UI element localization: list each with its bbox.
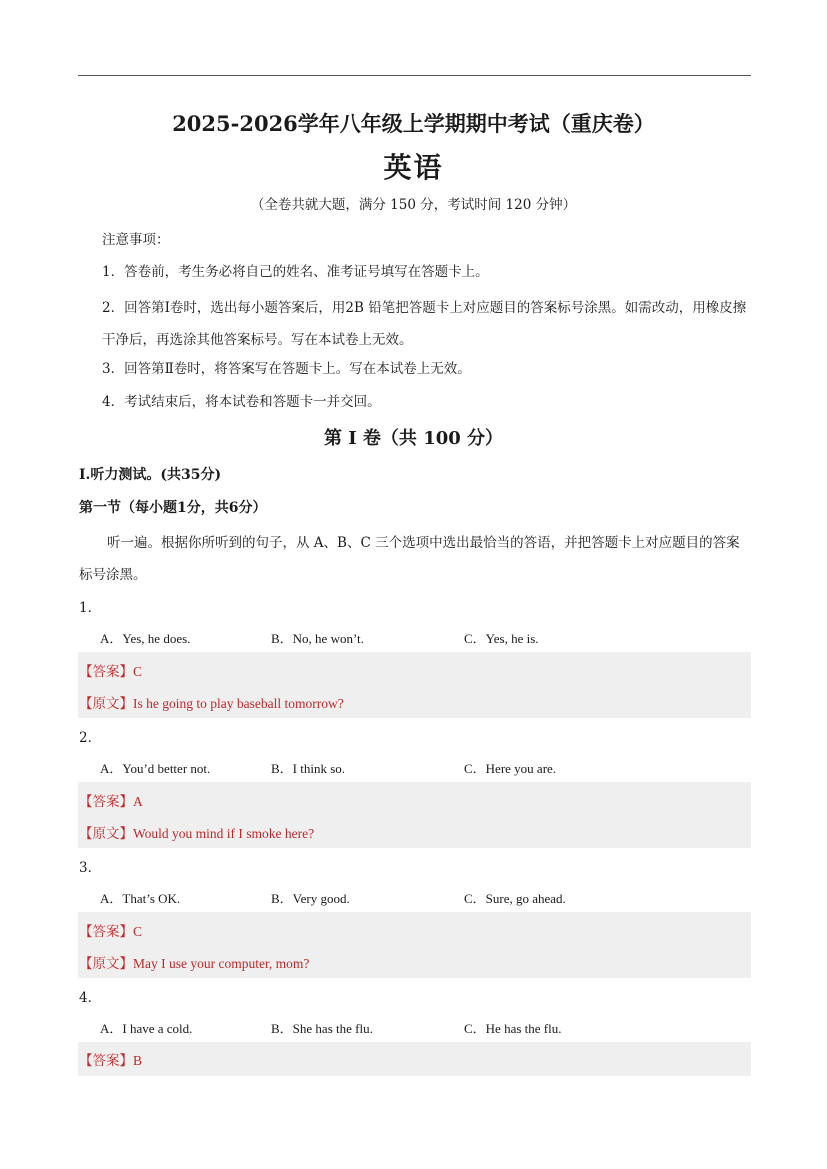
original-text: May I use your computer, mom? bbox=[133, 956, 310, 971]
exam-info: （全卷共就大题，满分 150 分，考试时间 120 分钟） bbox=[250, 197, 577, 213]
answer-label: 【答案】 bbox=[79, 924, 133, 940]
original-text: Would you mind if I smoke here? bbox=[133, 826, 315, 841]
option-a: A．You’d better not. bbox=[100, 761, 211, 776]
notes-heading: 注意事项： bbox=[102, 232, 170, 248]
subject-title: 英语 bbox=[383, 151, 444, 184]
answer-value: C bbox=[133, 664, 143, 679]
answer-label: 【答案】 bbox=[79, 664, 133, 680]
answer-line bbox=[79, 790, 143, 810]
original-label: 【原文】 bbox=[79, 826, 133, 842]
answer-value: C bbox=[133, 924, 143, 939]
subsection-heading: 第一节（每小题1分，共6分） bbox=[79, 500, 267, 516]
note-item: 3．回答第Ⅱ卷时，将答案写在答题卡上。写在本试卷上无效。 bbox=[102, 361, 471, 377]
header-rule bbox=[78, 75, 751, 76]
option-b: B．Very good. bbox=[271, 891, 350, 906]
original-line bbox=[79, 952, 309, 972]
original-line bbox=[79, 822, 314, 842]
answer-line bbox=[79, 920, 142, 940]
question-number: 1． bbox=[79, 600, 102, 616]
original-label: 【原文】 bbox=[79, 696, 133, 712]
answer-label: 【答案】 bbox=[79, 1053, 133, 1069]
section-heading: I.听力测试。(共35分) bbox=[79, 467, 222, 483]
option-c: C．Here you are. bbox=[464, 761, 557, 776]
option-c: C．Yes, he is. bbox=[464, 631, 539, 646]
answer-box bbox=[78, 1042, 751, 1076]
answer-value: B bbox=[133, 1053, 143, 1068]
option-b: B．She has the flu. bbox=[271, 1021, 373, 1036]
original-line bbox=[79, 692, 344, 712]
answer-value: A bbox=[133, 794, 143, 809]
original-text: Is he going to play baseball tomorrow? bbox=[133, 696, 344, 711]
option-a: A．That’s OK. bbox=[100, 891, 181, 906]
option-b: B．No, he won’t. bbox=[271, 631, 364, 646]
answer-label: 【答案】 bbox=[79, 794, 133, 810]
option-a: A．I have a cold. bbox=[100, 1021, 193, 1036]
question-number: 2． bbox=[79, 730, 102, 746]
part-heading: 第 I 卷（共 100 分） bbox=[323, 428, 504, 449]
question-number: 3． bbox=[79, 860, 102, 876]
answer-line bbox=[79, 1049, 142, 1069]
option-b: B．I think so. bbox=[271, 761, 346, 776]
instructions: 听一遍。根据你所听到的句子，从 A、B、C 三个选项中选出最恰当的答语，并把答题卡上对应题目的答案标号涂黑。 bbox=[79, 535, 740, 583]
question-number: 4． bbox=[79, 990, 102, 1006]
option-a: A．Yes, he does. bbox=[100, 631, 191, 646]
note-item: 4．考试结束后，将本试卷和答题卡一并交回。 bbox=[102, 394, 381, 410]
answer-line bbox=[79, 660, 142, 680]
option-c: C．Sure, go ahead. bbox=[464, 891, 566, 906]
option-c: C．He has the flu. bbox=[464, 1021, 562, 1036]
note-item: 2．回答第Ⅰ卷时，选出每小题答案后，用2B 铅笔把答题卡上对应题目的答案标号涂黑。如需改动，用橡皮擦干净后，再选涂其他答案标号。写在本试卷上无效。 bbox=[102, 300, 747, 348]
note-item: 1．答卷前，考生务必将自己的姓名、准考证号填写在答题卡上。 bbox=[102, 264, 489, 280]
original-label: 【原文】 bbox=[79, 956, 133, 972]
exam-title: 2025-2026学年八年级上学期期中考试（重庆卷） bbox=[172, 111, 655, 136]
